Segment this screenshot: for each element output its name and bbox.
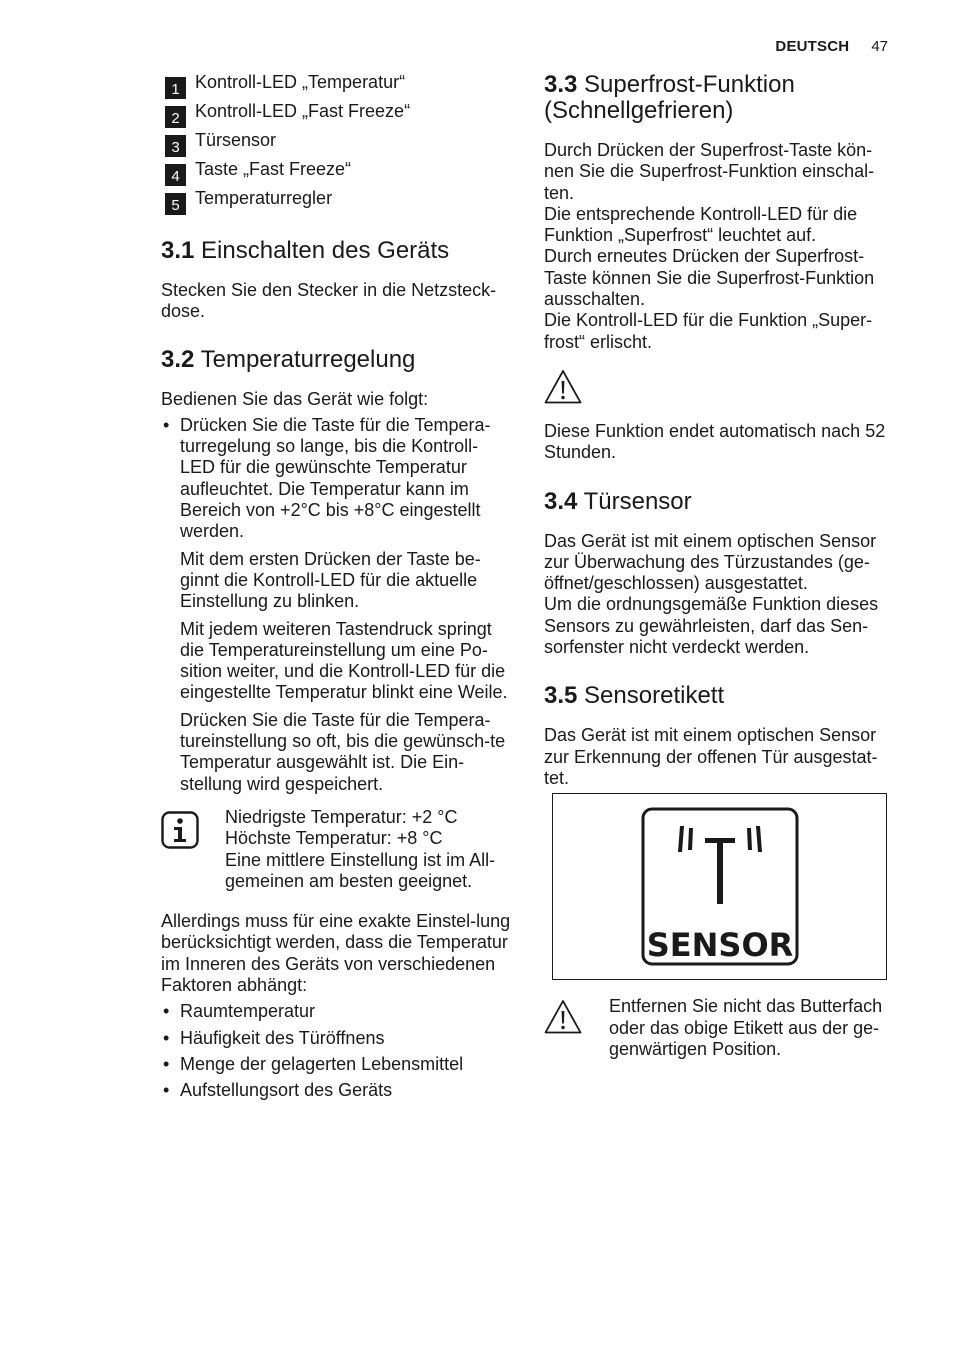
sensor-label-image (553, 794, 886, 979)
legend-item (161, 159, 511, 188)
legend-item (161, 188, 511, 217)
section-title: Türsensor (583, 487, 692, 515)
legend-label: Kontroll-LED „Fast Freeze“ (195, 101, 411, 121)
paragraph: Mit dem ersten Drücken der Taste be-ginnt die Kontroll-LED für die aktuelle Einstellung zu blinken. (180, 548, 481, 612)
legend-label: Taste „Fast Freeze“ (195, 159, 352, 179)
list-item: • Menge der gelagerten Lebensmittel (161, 1054, 511, 1075)
list-item: • Aufstellungsort des Geräts (161, 1080, 511, 1101)
info-note (161, 807, 511, 892)
legend-label: Temperaturregler (195, 188, 333, 208)
section-heading-3-5 (544, 683, 894, 709)
legend-number: 1 (165, 77, 186, 99)
section-title: Sensoretikett (584, 682, 725, 710)
info-line: Eine mittlere Einstellung ist im All-gemeinen am besten geeignet. (225, 849, 496, 891)
section-title: (Schnellgefrieren) (544, 97, 734, 124)
paragraph: Um die ordnungsgemäße Funktion dieses Sensors zu gewährleisten, darf das Sen-sorfenster nicht verdeckt werden. (544, 594, 879, 658)
section-number: 3.4 (544, 487, 578, 515)
warning-icon (544, 999, 582, 1035)
section-heading-3-3 (544, 72, 894, 124)
paragraph: Durch Drücken der Superfrost-Taste kön-nen Sie die Superfrost-Funktion einschal-ten. (544, 140, 875, 203)
legend-number: 3 (165, 135, 186, 157)
paragraph: Mit jedem weiteren Tastendruck springt die Temperatureinstellung um eine Po-sition weiter, und die Kontroll-LED für die eingestellte Temperatur blinkt eine Weile. (180, 618, 508, 703)
info-line: Niedrigste Temperatur: +2 °C (225, 806, 458, 827)
sensor-label-figure (552, 793, 887, 980)
section-heading-3-1 (161, 238, 511, 264)
page-number: 47 (871, 38, 888, 55)
sensor-label-text: SENSOR (646, 926, 794, 965)
section-number: 3.3 (544, 71, 578, 98)
paragraph: Allerdings muss für eine exakte Einstel-lung berücksichtigt werden, dass die Temperatur im Inneren des Geräts von verschiedenen Faktoren abhängt: (161, 911, 511, 996)
legend-label: Türsensor (195, 130, 277, 150)
warning-icon (544, 369, 582, 405)
paragraph: Durch erneutes Drücken der Superfrost-Taste können Sie die Superfrost-Funktion ausschalten. (544, 246, 875, 310)
legend-number: 5 (165, 193, 186, 215)
paragraph: Drücken Sie die Taste für die Tempera-tureinstellung so oft, bis die gewünsch-te Temperatur ausgewählt ist. Die Ein-stellung wird gespeichert. (180, 709, 506, 794)
left-column (161, 72, 511, 1102)
list-item: • Häufigkeit des Türöffnens (161, 1028, 511, 1049)
section-number: 3.5 (544, 682, 578, 710)
header-language: DEUTSCH (775, 38, 850, 55)
paragraph: Die Kontroll-LED für die Funktion „Super-frost“ erlischt. (544, 310, 873, 352)
paragraph: Das Gerät ist mit einem optischen Sensor zur Überwachung des Türzustandes (ge-öffnet/geschlossen) ausgestattet. (544, 530, 877, 594)
paragraph: Stecken Sie den Stecker in die Netzsteck-dose. (161, 280, 497, 322)
factors-list (161, 1001, 511, 1101)
section-title: Temperaturregelung (200, 345, 416, 373)
list-item: • Drücken Sie die Taste für die Tempera-turregelung so lange, bis die Kontroll-LED für die gewünschte Temperatur aufleuchtet. Die Temperatur kann im Bereich von +2°C bis +8°C eingestellt werden. (161, 415, 511, 543)
list-item: • Raumtemperatur (161, 1001, 511, 1022)
section-heading-3-2 (161, 347, 511, 373)
info-line: Höchste Temperatur: +8 °C (225, 828, 443, 849)
paragraph: Die entsprechende Kontroll-LED für die Funktion „Superfrost“ leuchtet auf. (544, 203, 858, 246)
legend-list (161, 72, 511, 217)
warning-text: Entfernen Sie nicht das Butterfach oder das obige Etikett aus der ge-genwärtigen Position. (609, 996, 883, 1059)
warning-text: Diese Funktion endet automatisch nach 52 Stunden. (544, 420, 886, 463)
legend-item (161, 72, 511, 101)
section-heading-3-4 (544, 489, 894, 515)
section-title: Einschalten des Geräts (201, 237, 450, 264)
paragraph: Das Gerät ist mit einem optischen Sensor zur Erkennung der offenen Tür ausgestat-tet. (544, 725, 878, 788)
right-column (544, 72, 894, 1060)
instruction-list (161, 415, 511, 543)
page-header (775, 38, 888, 55)
legend-label: Kontroll-LED „Temperatur“ (195, 72, 406, 92)
legend-item (161, 130, 511, 159)
warning-note (544, 996, 894, 1060)
paragraph: Bedienen Sie das Gerät wie folgt: (161, 388, 429, 409)
section-title: Superfrost-Funktion (584, 71, 795, 98)
section-number: 3.2 (161, 345, 195, 373)
section-number: 3.1 (161, 237, 195, 264)
legend-item (161, 101, 511, 130)
info-icon (161, 811, 199, 849)
legend-number: 4 (165, 164, 186, 186)
legend-number: 2 (165, 106, 186, 128)
